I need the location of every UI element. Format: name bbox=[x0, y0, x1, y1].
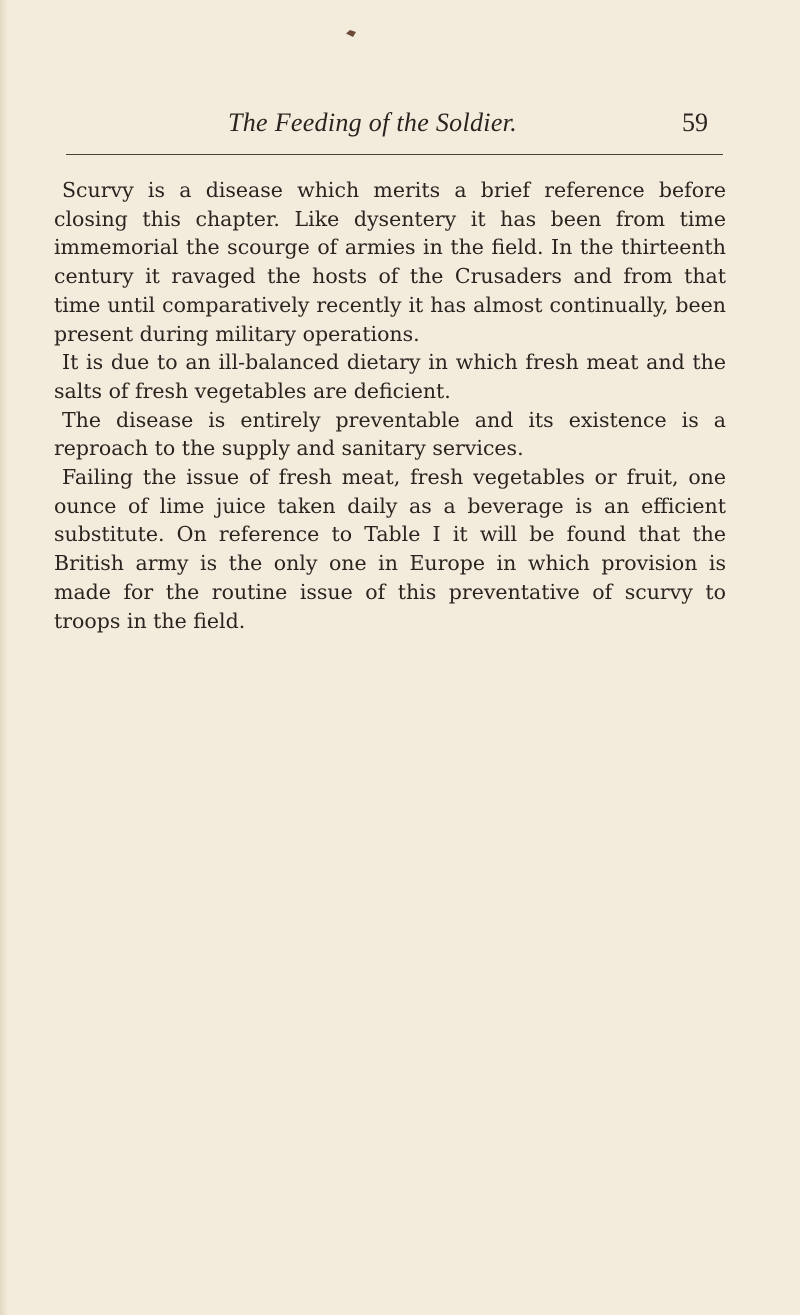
running-title: The Feeding of the Soldier. bbox=[228, 108, 517, 137]
paragraph-prevention: The disease is entirely preventable and its existence is a reproach to the supply and sanitary services. bbox=[54, 407, 726, 461]
page-edge-shadow bbox=[0, 0, 8, 1315]
paragraph-cause: It is due to an ill-balanced dietary in which fresh meat and the salts of fresh vegetables are deficient. bbox=[54, 350, 726, 403]
paragraph-lime-juice: Failing the issue of fresh meat, fresh vegetables or fruit, one ounce of lime juice taken daily as a beverage is an efficient substitute. On reference to Table I it will be found that the British army is the only one in Europe in which provision is made for the routine issue of this preventative of scurvy to troops in the field. bbox=[54, 465, 726, 633]
paragraph-scurvy-intro: Scurvy is a disease which merits a brief reference before closing this chapter. Like dysentery it has been from time immemorial the scourge of armies in the field. In the thirteenth century it ravaged the hosts of the Crusaders and from that time until comparatively recently it has almost continually, been present during military operations. bbox=[54, 178, 726, 346]
header-rule bbox=[66, 154, 723, 155]
running-head bbox=[228, 108, 708, 148]
page-number: 59 bbox=[682, 108, 708, 137]
printer-ornament-icon bbox=[346, 30, 356, 37]
body-text bbox=[54, 176, 726, 635]
